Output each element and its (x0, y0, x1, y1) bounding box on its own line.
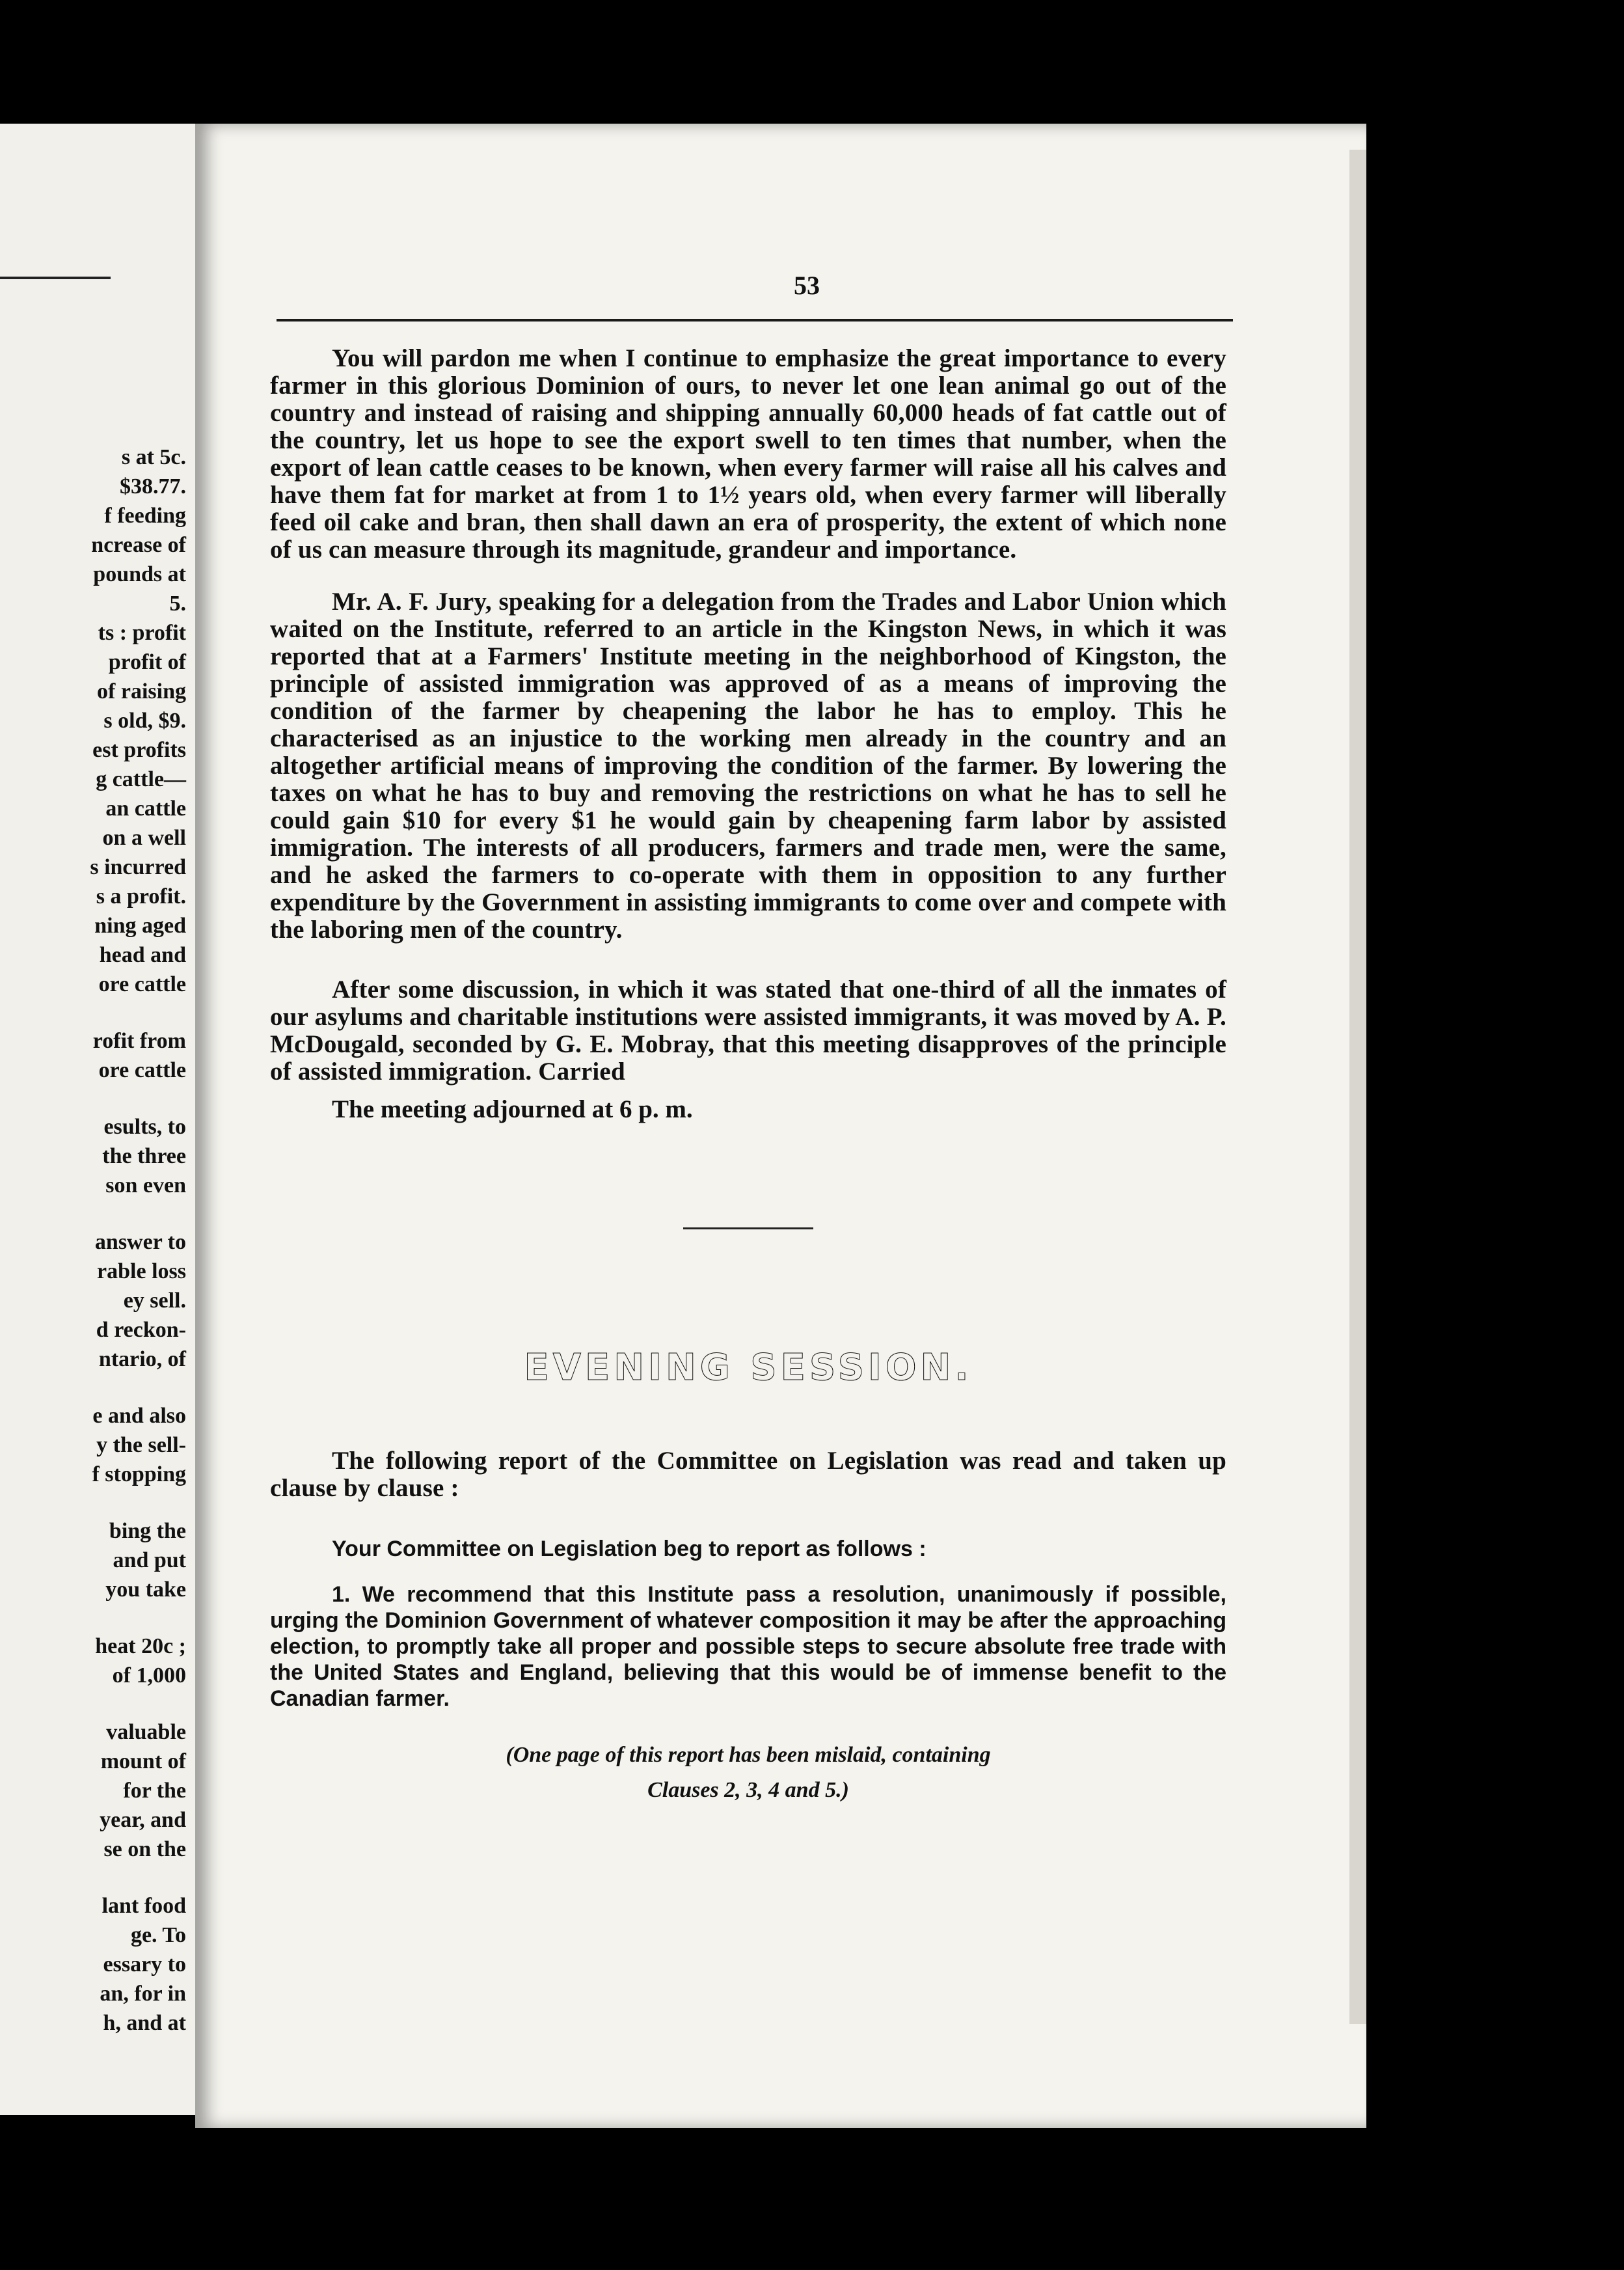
note-line: (One page of this report has been mislaid, containing (506, 1743, 991, 1767)
paragraph-motion-assisted-immigration: After some discussion, in which it was stated that one-third of all the inmates of our asylums and charitable institutions were assisted immigrants, it was moved by A. P. McDougald, seconded by G. E. Mobray, that this meeting disapproves of the principle of assisted immigration. Carried (270, 976, 1226, 1086)
left-line: son even (105, 1173, 186, 1197)
left-line: h, and at (103, 2011, 186, 2035)
left-line: s old, $9. (103, 709, 186, 733)
left-line: and put (113, 1548, 186, 1572)
missing-page-note (270, 1738, 1226, 1808)
section-divider (683, 1227, 813, 1229)
page-number: 53 (794, 271, 820, 300)
left-line: 5. (169, 592, 186, 616)
left-line: year, and (100, 1808, 186, 1832)
left-line: rable loss (97, 1259, 186, 1283)
left-line: s incurred (90, 855, 186, 879)
paragraph-jury-delegation: Mr. A. F. Jury, speaking for a delegation from the Trades and Labor Union which waited on the Institute, referred to an article in the Kingston News, in which it was reported that at a Farmers' Institute meeting in the neighborhood of Kingston, the principle of assisted immigration was approved of as a means of improving the condition of the farmer by cheapening the labor he has to employ. This he characterised as an injustice to the working men already in the country and an altogether artificial means of improving the condition of the farmer. By lowering the taxes on what he has to buy and removing the restrictions on what he has to sell he could gain $10 for every $1 he would gain by cheapening farm labor by assisted immigration. The interests of all producers, farmers and trade men, were the same, and he asked the farmers to co-operate with them in opposition to any further expenditure by the Government in assisting immigrants to come over and compete with the laboring men of the country. (270, 588, 1226, 944)
left-line: valuable (106, 1720, 186, 1744)
left-line: the three (102, 1144, 186, 1168)
left-line: s a profit. (96, 884, 186, 909)
committee-report-line: Your Committee on Legislation beg to report as follows : (332, 1537, 927, 1561)
left-line: f stopping (92, 1462, 186, 1486)
left-page-rule (0, 277, 111, 279)
left-line: mount of (100, 1749, 186, 1773)
page-edge-shadow (1349, 150, 1366, 2024)
left-line: ore cattle (98, 1058, 186, 1082)
left-line: ts : profit (98, 621, 186, 645)
left-line: answer to (94, 1230, 186, 1254)
left-line: lant food (102, 1894, 186, 1918)
left-line: pounds at (93, 562, 186, 586)
left-line: $38.77. (120, 474, 186, 499)
left-line: g cattle— (96, 767, 186, 791)
left-line: of raising (97, 679, 186, 704)
clause-1-paragraph: 1. We recommend that this Institute pass a resolution, unanimously if possible, urging the Dominion Government of whatever composition it may be after the approaching election, to promptly take all proper and possible steps to secure absolute free trade with the United States and England, believing that this would be of immense benefit to the Canadian farmer. (270, 1582, 1226, 1711)
left-line: e and also (92, 1404, 186, 1428)
left-line: ning aged (94, 914, 186, 938)
left-line: f feeding (104, 504, 186, 528)
left-page-text (0, 443, 186, 2038)
left-line: y the sell- (96, 1433, 186, 1457)
left-line: on a well (102, 826, 186, 850)
left-line: profit of (108, 650, 186, 674)
left-line: est profits (92, 738, 186, 762)
report-intro-paragraph: The following report of the Committee on Legislation was read and taken up clause by clause : (270, 1447, 1226, 1502)
page-body (270, 345, 1226, 1808)
left-line: s at 5c. (121, 445, 186, 469)
left-line: ey sell. (123, 1289, 186, 1313)
header-rule (277, 319, 1233, 321)
paragraph-export-of-cattle: You will pardon me when I continue to emphasize the great importance to every farmer in this glorious Dominion of ours, to never let one lean animal go out of the country and instead of raising and shipping annually 60,000 heads of fat cattle out of the country, let us hope to see the export swell to ten times that number, when the export of lean cattle ceases to be known, when every farmer will raise all his calves and have them fat for market at from 1 to 1½ years old, when every farmer will liberally feed oil cake and bran, then shall dawn an era of prosperity, the extent of which none of us can measure through its magnitude, grandeur and importance. (270, 344, 1226, 564)
left-line: ore cattle (98, 972, 186, 996)
previous-page-fragment (0, 124, 195, 2115)
left-line: d reckon- (96, 1318, 186, 1342)
left-line: an, for in (100, 1982, 186, 2006)
document-page (195, 124, 1366, 2128)
note-line: Clauses 2, 3, 4 and 5.) (647, 1778, 849, 1802)
left-line: rofit from (92, 1029, 186, 1053)
left-line: essary to (103, 1952, 186, 1976)
section-heading: EVENING SESSION. (524, 1347, 973, 1389)
meeting-adjourned-line: The meeting adjourned at 6 p. m. (332, 1095, 693, 1123)
left-line: bing the (109, 1519, 186, 1543)
left-line: an cattle (105, 797, 186, 821)
left-line: se on the (103, 1837, 186, 1861)
left-line: heat 20c ; (95, 1634, 186, 1658)
left-line: of 1,000 (112, 1663, 186, 1688)
left-line: ncrease of (91, 533, 186, 557)
left-line: head and (99, 943, 186, 967)
left-line: ge. To (130, 1923, 186, 1947)
left-line: you take (105, 1578, 186, 1602)
left-line: ntario, of (98, 1347, 186, 1371)
left-line: for the (123, 1779, 186, 1803)
left-line: esults, to (103, 1115, 186, 1139)
